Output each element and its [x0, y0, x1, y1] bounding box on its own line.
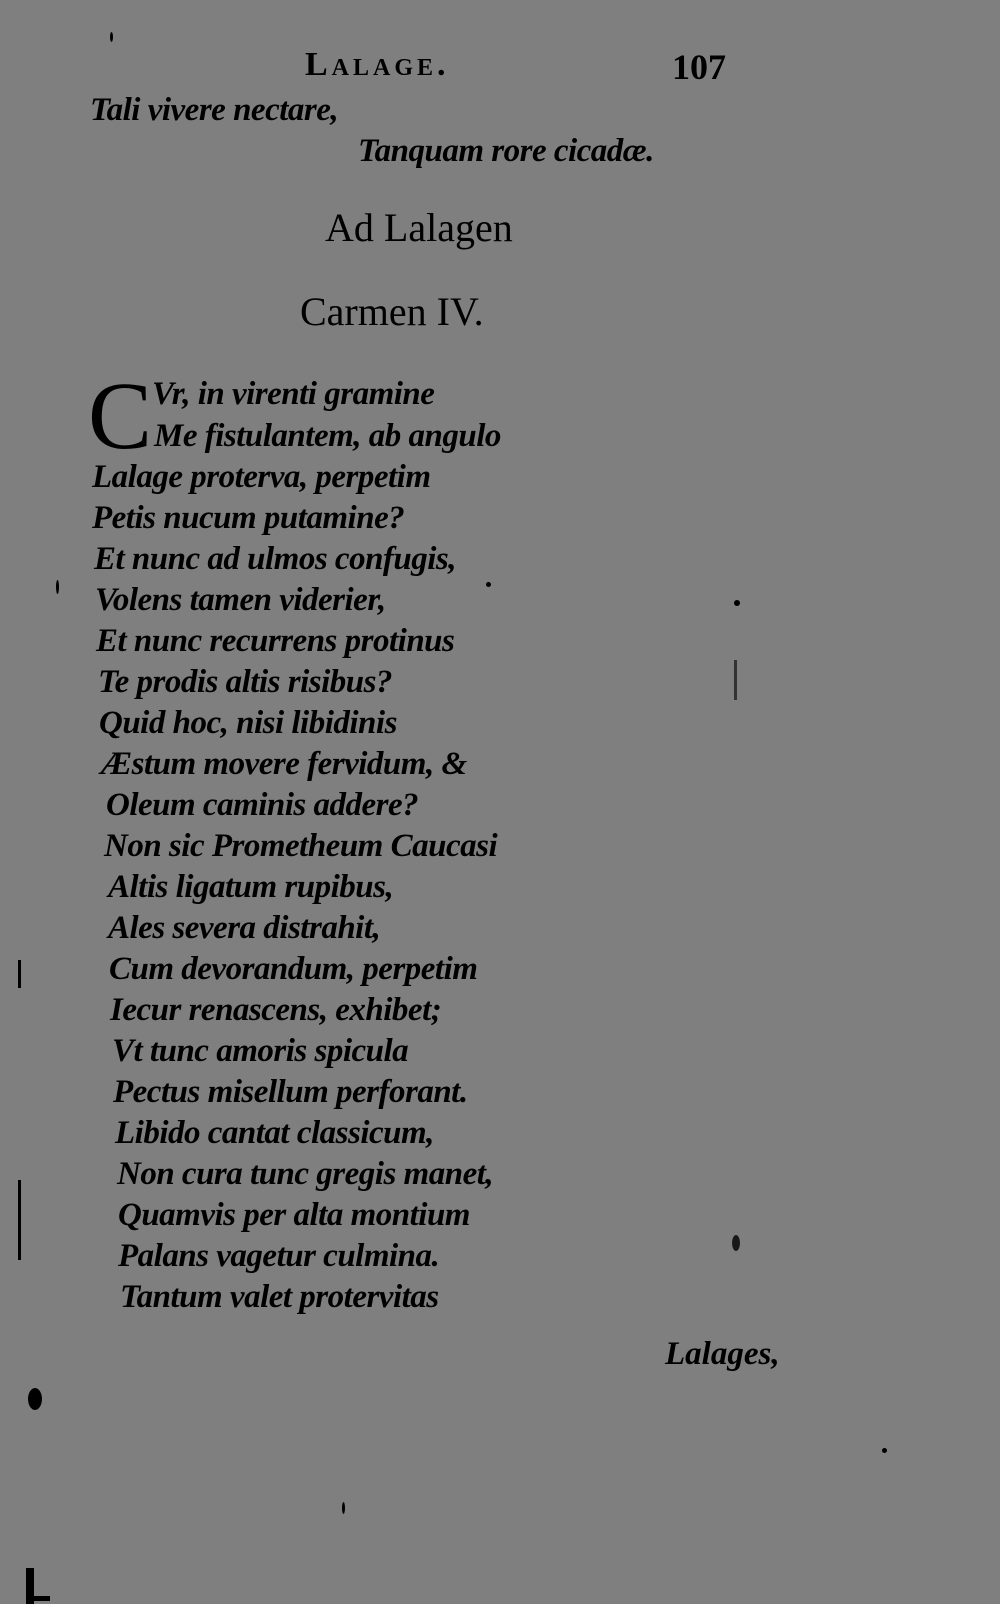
poem-line-16: Iecur renascens, exhibet; [110, 992, 442, 1028]
poem-line-12: Non sic Prometheum Caucasi [104, 828, 498, 864]
scan-speck [56, 580, 59, 594]
poem-line-8: Te prodis altis risibus? [98, 664, 392, 700]
catchword: Lalages, [665, 1336, 780, 1372]
poem-line-21: Quamvis per alta montium [118, 1197, 470, 1233]
poem-subtitle: Carmen IV. [300, 289, 484, 334]
scan-speck [734, 600, 740, 606]
scan-speck [110, 32, 113, 42]
poem-line-20: Non cura tunc gregis manet, [117, 1156, 494, 1192]
poem-line-18: Pectus misellum perforant. [113, 1074, 468, 1110]
poem-line-15: Cum devorandum, perpetim [109, 951, 478, 987]
poem-line-4: Petis nucum putamine? [92, 500, 405, 536]
poem-line-3: Lalage proterva, perpetim [92, 459, 431, 495]
scan-speck [342, 1502, 345, 1514]
poem-line-11: Oleum caminis addere? [106, 787, 419, 823]
scan-speck [28, 1388, 42, 1410]
scan-speck [486, 582, 491, 587]
drop-cap: C [88, 362, 153, 469]
poem-line-7: Et nunc recurrens protinus [96, 623, 455, 659]
poem-title: Ad Lalagen [325, 205, 513, 250]
poem-line-9: Quid hoc, nisi libidinis [99, 705, 397, 741]
poem-line-2: Me fistulantem, ab angulo [154, 418, 501, 454]
poem-line-6: Volens tamen viderier, [95, 582, 386, 618]
poem-line-1: Vr, in virenti gramine [152, 376, 435, 412]
poem-line-10: Æstum movere fervidum, & [101, 746, 467, 782]
previous-poem-line-1: Tali vivere nectare, [90, 92, 339, 128]
poem-line-13: Altis ligatum rupibus, [108, 869, 394, 905]
scan-speck [734, 660, 737, 700]
running-head: Lalage. [305, 46, 450, 83]
poem-line-23: Tantum valet protervitas [120, 1279, 439, 1315]
poem-line-22: Palans vagetur culmina. [118, 1238, 440, 1274]
poem-line-5: Et nunc ad ulmos confugis, [94, 541, 457, 577]
edge-mark [18, 960, 21, 988]
scan-speck [882, 1448, 887, 1453]
poem-line-14: Ales severa distrahit, [108, 910, 381, 946]
previous-poem-line-2: Tanquam rore cicadæ. [358, 133, 654, 169]
scan-speck [732, 1235, 740, 1251]
poem-line-17: Vt tunc amoris spicula [112, 1033, 409, 1069]
poem-line-19: Libido cantat classicum, [115, 1115, 434, 1151]
page-number: 107 [672, 47, 726, 87]
edge-mark [28, 1596, 50, 1601]
edge-mark [18, 1180, 21, 1260]
